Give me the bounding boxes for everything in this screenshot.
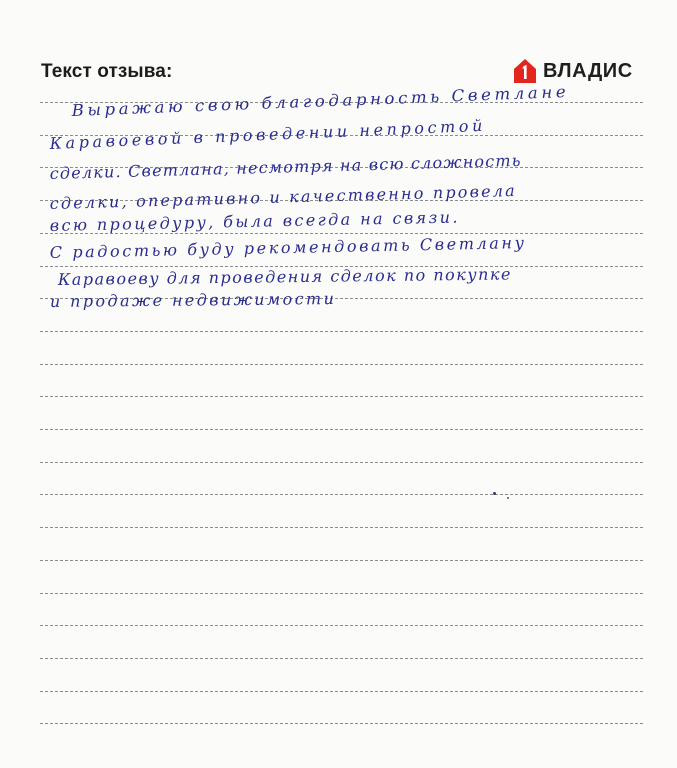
handwritten-line: Каравоевой в проведении непростой [49, 115, 487, 153]
handwritten-line: С радостью буду рекомендовать Светлану [49, 233, 527, 262]
handwritten-line: сделки, оперативно и качественно провела [49, 180, 518, 213]
form-title: Текст отзыва: [41, 61, 173, 82]
handwritten-line: Выражаю свою благодарность Светлане [71, 81, 570, 120]
brand-name: ВЛАДИС [543, 59, 633, 82]
handwritten-line: и продаже недвижимости [49, 289, 337, 311]
handwritten-line: сделки. Светлана, несмотря на всю сложность [49, 150, 522, 183]
ink-speck [507, 497, 509, 499]
handwritten-line: Каравоеву для проведения сделок по покупке [57, 264, 513, 289]
handwritten-line: всю процедуру, была всегда на связи. [49, 207, 461, 235]
ink-speck [493, 492, 496, 495]
